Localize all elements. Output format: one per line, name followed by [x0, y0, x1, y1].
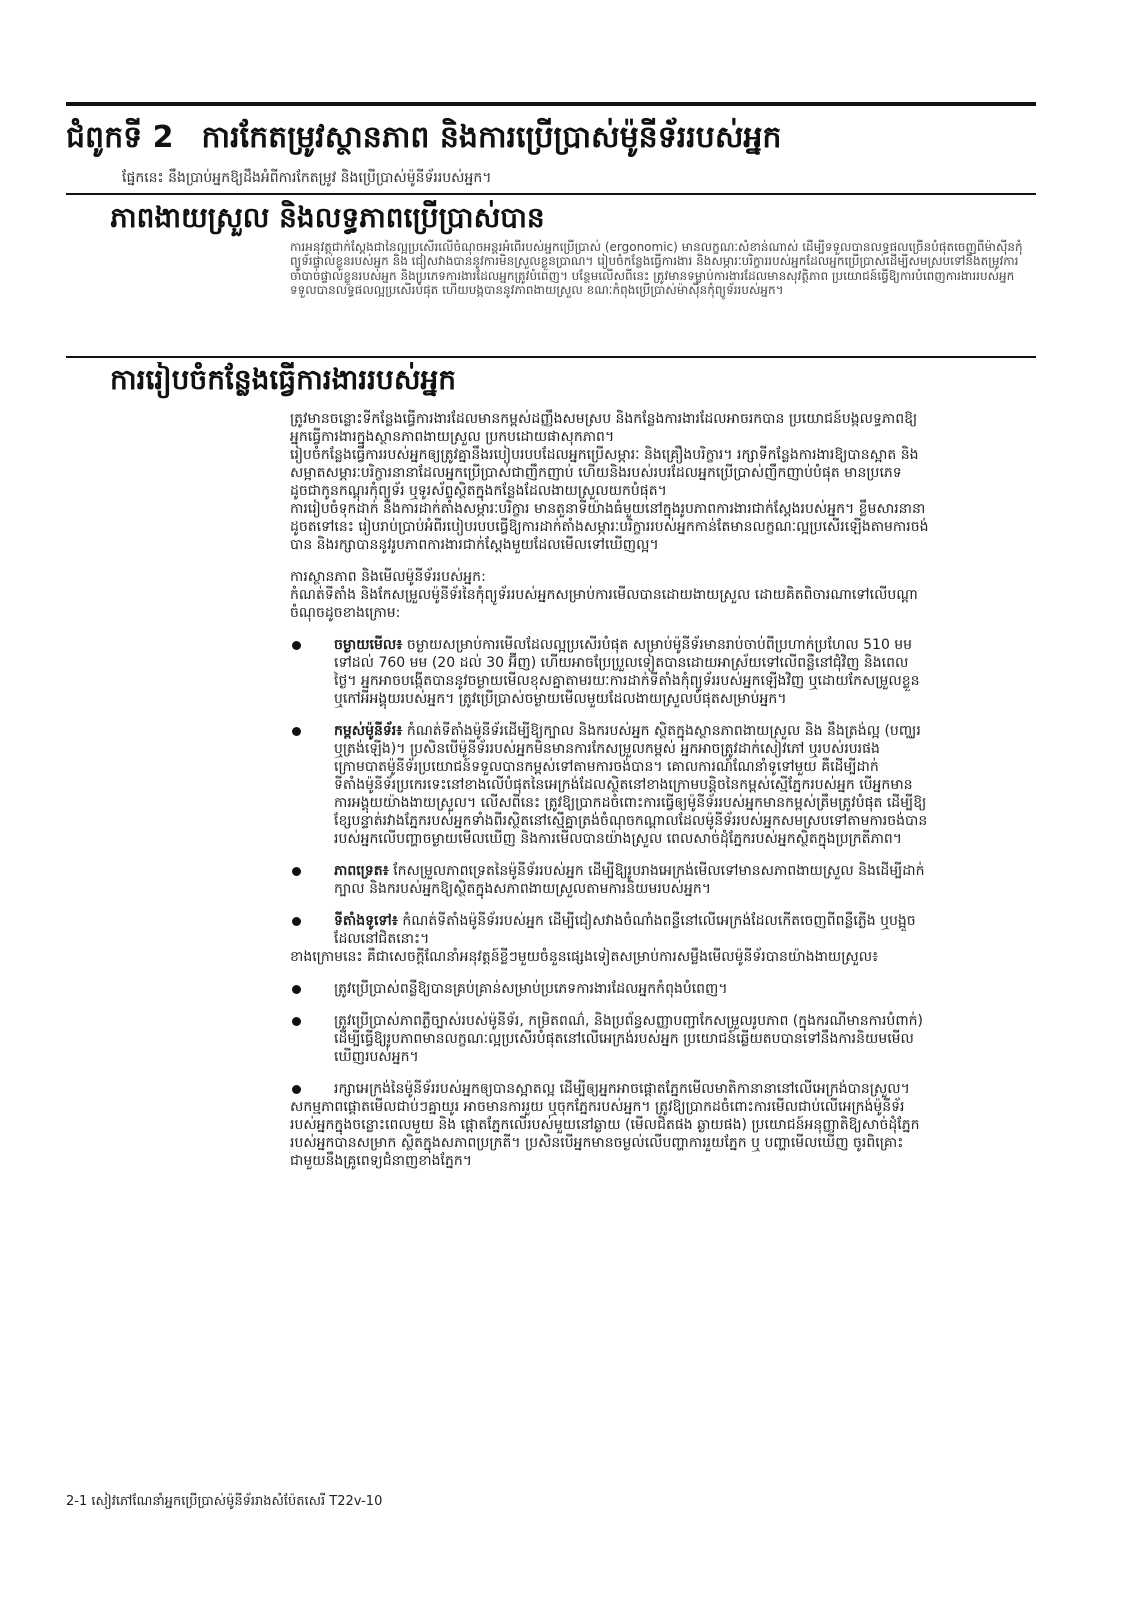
tip-brightness	[290, 1012, 930, 1066]
eye-strain-paragraph: សកម្មភាពផ្តោតមើលជាប់ៗគ្នាយូរ អាចមានការរួយ ឬចុកភ្នែករបស់អ្នក។ ត្រូវឱ្យប្រាកដចំពោះការមើលជាប់លើអេក្រង់ម៉ូនីទ័ររបស់អ្នកក្នុងចន្លោះពេលមួយ និង ផ្តោតភ្នែកលើរបស់មួយនៅឆ្ងាយ (មើលជិតផង ឆ្ងាយផង) ប្រយោជន៍អនុញ្ញាតិឱ្យសាច់ដុំភ្នែករបស់អ្នកបានសម្រាក ស្ថិតក្នុងសភាពប្រក្រតី។ ប្រសិនបើអ្នកមានចម្ងល់លើបញ្ហាការរួយភ្នែក ឬ បញ្ហាមើលឃើញ ចូរពិគ្រោះជាមួយនឹងគ្រូពេទ្យជំនាញខាងភ្នែក។	[290, 1099, 920, 1169]
bullet-dot-icon	[292, 1085, 301, 1094]
bullet-dot-icon	[292, 641, 301, 650]
tip-text: រក្សាអេក្រង់នៃម៉ូនីទ័ររបស់អ្នកឲ្យបានស្អាតល្អ ដើម្បីឲ្យអ្នកអាចផ្តោតភ្នែកមើលមាតិកានានានៅលើអេក្រង់បានស្រួល។	[334, 1081, 910, 1097]
section1-heading: ភាពងាយស្រួល និងលទ្ធភាពប្រើប្រាស់បាន	[110, 201, 545, 234]
chapter-number: ជំពូកទី 2	[66, 120, 174, 155]
section1-text: ការអនុវត្តជាក់ស្តែងជានៃល្អប្រសើរលើចំណុចអន្តរអំពើរបស់អ្នកប្រើប្រាស់ (ergonomic) មានលក្ខណៈសំខាន់ណាស់ ដើម្បីទទួលបានលទ្ធផលច្រើនបំផុតចេញពីម៉ាស៊ីនកុំព្យូទ័រផ្ទាល់ខ្លួនរបស់អ្នក និង ជៀសវាងបាននូវការមិនស្រួលខ្លួនប្រាណ។ រៀបចំកន្លែងធ្វើការងារ និងសម្ភារៈបរិក្ខាររបស់អ្នកដែលអ្នកប្រើប្រាស់ដើម្បីសមស្របទៅនឹងតម្រូវការចាំបាច់ផ្ទាល់ខ្លួនរបស់អ្នក និងប្រភេទការងារដែលអ្នកត្រូវបំពេញ។ បន្ថែមលើសពីនេះ ត្រូវមានទម្លាប់ការងារដែលមានសុវត្ថិភាព ប្រយោជន៍ធ្វើឱ្យការបំពេញការងាររបស់អ្នកទទួលបានលទ្ធផលល្អប្រសើរបំផុត ហើយបង្កបាននូវភាពងាយស្រួល ខណៈកំពុងប្រើប្រាស់ម៉ាស៊ីនកុំព្យូទ័ររបស់អ្នក។	[290, 240, 1023, 298]
bullet-label: ភាពទ្រេត៖	[334, 863, 389, 879]
chapter-heading	[66, 118, 1046, 162]
bullet-label: កម្ពស់ម៉ូនីទ័រ៖	[334, 723, 403, 739]
bullet-dot-icon	[292, 985, 301, 994]
section2-para2: រៀបចំកន្លែងធ្វើការរបស់អ្នកឲ្យត្រូវគ្នានឹងរបៀបរបបដែលអ្នកប្រើសម្ភារៈ និងគ្រឿងបរិក្ខារ។ រក្សាទីកន្លែងការងារឱ្យបានស្អាត និងសម្អាតសម្ភារៈបរិក្ខារនានាដែលអ្នកប្រើប្រាស់ជាញឹកញាប់ ហើយនិងរបស់របរដែលអ្នកប្រើប្រាស់ញឹកញាប់បំផុត មានប្រភេទដូចជាកូនកណ្តុរកុំព្យូទ័រ ឬទូរស័ព្ទស្ថិតក្នុងកន្លែងដែលងាយស្រួលយកបំផុត។	[290, 447, 919, 499]
bullet-dot-icon	[292, 727, 301, 736]
chapter-title: ការកែតម្រូវស្ថានភាព និងការប្រើប្រាស់ម៉ូនីទ័ររបស់អ្នក	[201, 120, 782, 155]
bullet-viewing-distance	[290, 636, 930, 708]
section2-rule	[66, 356, 1036, 358]
monitor-subheading: ការស្ថានភាព និងមើលម៉ូនីទ័ររបស់អ្នក:	[290, 569, 486, 585]
bullet-dot-icon	[292, 917, 301, 926]
top-rule	[66, 102, 1036, 106]
section1-rule	[66, 193, 1036, 195]
section2-body	[290, 410, 930, 1184]
bullet-text: កែសម្រួលភាពទ្រេតនៃម៉ូនីទ័ររបស់អ្នក ដើម្បីឱ្យរូបរាងអេក្រង់មើលទៅមានសភាពងាយស្រួល និងដើម្បីដាក់ក្បាល និងករបស់អ្នកឱ្យស្ថិតក្នុងសភាពងាយស្រួលតាមការនិយមរបស់អ្នក។	[334, 863, 925, 897]
page-footer: 2-1 សៀវភៅណែនាំអ្នកប្រើប្រាស់ម៉ូនីទ័ររាងសំប៉ែតសេរី T22v-10	[66, 1494, 383, 1509]
tip-text: ត្រូវប្រើប្រាស់ពន្លឺឱ្យបានគ្រប់គ្រាន់សម្រាប់ប្រភេទការងារដែលអ្នកកំពុងបំពេញ។	[334, 981, 728, 997]
bullet-label: ទីតាំងទូទៅ៖	[334, 913, 398, 929]
tip-lighting	[290, 980, 930, 998]
bullet-monitor-height	[290, 722, 930, 848]
tip-text: ត្រូវប្រើប្រាស់ភាពភ្លឺច្បាស់របស់ម៉ូនីទ័រ, កម្រិតពណ៌, និងប្រព័ន្ធសញ្ញាបញ្ជាកែសម្រួលរូបភាព (ក្នុងករណីមានការបំពាក់) ដើម្បីធ្វើឱ្យរូបភាពមានលក្ខណៈល្អប្រសើរបំផុតនៅលើអេក្រង់របស់អ្នក ប្រយោជន៍ឆ្លើយតបបានទៅនឹងការនិយមមើលឃើញរបស់អ្នក។	[334, 1013, 924, 1065]
chapter-subtitle: ផ្នែកនេះ នឹងប្រាប់អ្នកឱ្យដឹងអំពីការកែតម្រូវ និងប្រើប្រាស់ម៉ូនីទ័ររបស់អ្នក។	[122, 170, 492, 186]
section2-para3: ការរៀបចំទុកដាក់ និងការដាក់តាំងសម្ភារៈបរិក្ខារ មានតួនាទីយ៉ាងធំមួយនៅក្នុងរូបភាពការងារជាក់ស្តែងរបស់អ្នក។ ខ្លឹមសារនានាដូចតទៅនេះ រៀបរាប់ប្រាប់អំពីរបៀបរបបធ្វើឱ្យការដាក់តាំងសម្ភារៈបរិក្ខាររបស់អ្នកកាន់តែមានលក្ខណៈល្អប្រសើរឡើងតាមការចង់បាន និងរក្សាបាននូវរូបភាពការងារជាក់ស្តែងមួយដែលមើលទៅឃើញល្អ។	[290, 501, 929, 553]
bullet-text: កំណត់ទីតាំងម៉ូនីទ័រដើម្បីឱ្យក្បាល និងករបស់អ្នក ស្ថិតក្នុងស្ថានភាពងាយស្រួល និង នឹងត្រង់ល្អ (បញ្ឈរ ឬត្រង់ឡើង)។ ប្រសិនបើម៉ូនីទ័ររបស់អ្នកមិនមានការកែសម្រួលកម្ពស់ អ្នកអាចត្រូវដាក់សៀវភៅ ឬរបស់របរផងក្រោមបាតម៉ូនីទ័រប្រយោជន៍ទទួលបានកម្ពស់ទៅតាមការចង់បាន។ គោលការណ៍ណែនាំទូទៅមួយ គឺដើម្បីដាក់ទីតាំងម៉ូនីទ័រប្រកេរទេះនៅខាងលើបំផុតនៃអេក្រង់ដែលស្ថិតនៅខាងក្រោមបន្តិចនៃកម្ពស់ស្មើភ្នែករបស់អ្នក បើអ្នកមានការអង្គុយយ៉ាងងាយស្រួល។ លើសពីនេះ ត្រូវឱ្យប្រាកដចំពោះការធ្វើឲ្យម៉ូនីទ័ររបស់អ្នកមានកម្ពស់ត្រឹមត្រូវបំផុត ដើម្បីឱ្យខ្សែបន្ទាត់រវាងភ្នែករបស់អ្នកទាំងពីរស្ថិតនៅស្មើគ្នាត្រង់ចំណុចកណ្តាលដែលម៉ូនីទ័ររបស់អ្នកសមស្របទៅតាមការចង់បានរបស់អ្នកលើបញ្ហាចម្ងាយមើលឃើញ និងការមើលបានយ៉ាងស្រួល ពេលសាច់ដុំភ្នែករបស់អ្នកស្ថិតក្នុងប្រក្រតីភាព។	[334, 723, 928, 847]
bullet-tilt	[290, 862, 930, 898]
bullet-label: ចម្ងាយមើល៖	[334, 637, 403, 653]
monitor-intro: កំណត់ទីតាំង និងកែសម្រួលម៉ូនីទ័រនៃកុំព្យូទ័ររបស់អ្នកសម្រាប់ការមើលបានដោយងាយស្រួល ដោយគិតពិចារណាទៅលើបណ្តាចំណុចដូចខាងក្រោម:	[290, 587, 918, 621]
tips-intro: ខាងក្រោមនេះ គឺជាសេចក្តីណែនាំអនុវត្តន៍ខ្លីៗមួយចំនួនផ្សេងទៀតសម្រាប់ការសម្លឹងមើលម៉ូនីទ័របានយ៉ាងងាយស្រួល៖	[290, 949, 879, 965]
bullet-text: ចម្ងាយសម្រាប់ការមើលដែលល្អប្រសើរបំផុត សម្រាប់ម៉ូនីទ័រមានរាប់ចាប់ពីប្រហាក់ប្រហែល 510 មម ទៅដល់ 760 មម (20 ដល់ 30 អ៊ីញ) ហើយអាចប្រែប្រួលទៀតបានដោយអាស្រ័យទៅលើពន្លឺនៅជុំវិញ និងពេលថ្ងៃ។ អ្នកអាចបង្កើតបាននូវចម្ងាយមើលខុសគ្នាតាមរយៈការដាក់ទីតាំងកុំព្យូទ័ររបស់អ្នកឡើងវិញ ឬដោយកែសម្រួលខ្លួន ឬកៅអីអង្គុយរបស់អ្នក។ ត្រូវប្រើប្រាស់ចម្ងាយមើលមួយដែលងាយស្រួលបំផុតសម្រាប់អ្នក។	[334, 637, 920, 707]
section2-para1: ត្រូវមានចន្លោះទីកន្លែងធ្វើការងារដែលមានកម្ពស់ដញ្ញឹងសមស្រប និងកន្លែងការងារដែលអាចរកបាន ប្រយោជន៍បង្កលទ្ធភាពឱ្យអ្នកធ្វើការងារក្នុងស្ថានភាពងាយស្រួល ប្រកបដោយផាសុកភាព។	[290, 411, 918, 445]
tip-clean-screen	[290, 1080, 930, 1098]
section2-heading: ការរៀបចំកន្លែងធ្វើការងាររបស់អ្នក	[110, 363, 457, 396]
bullet-general-position	[290, 912, 930, 948]
bullet-text: កំណត់ទីតាំងម៉ូនីទ័ររបស់អ្នក ដើម្បីជៀសវាងចំណាំងពន្លឺនៅលើអេក្រង់ដែលកើតចេញពីពន្លឺភ្លើង ឬបង្អួចដែលនៅជិតនោះ។	[334, 913, 916, 947]
bullet-dot-icon	[292, 867, 301, 876]
bullet-dot-icon	[292, 1017, 301, 1026]
